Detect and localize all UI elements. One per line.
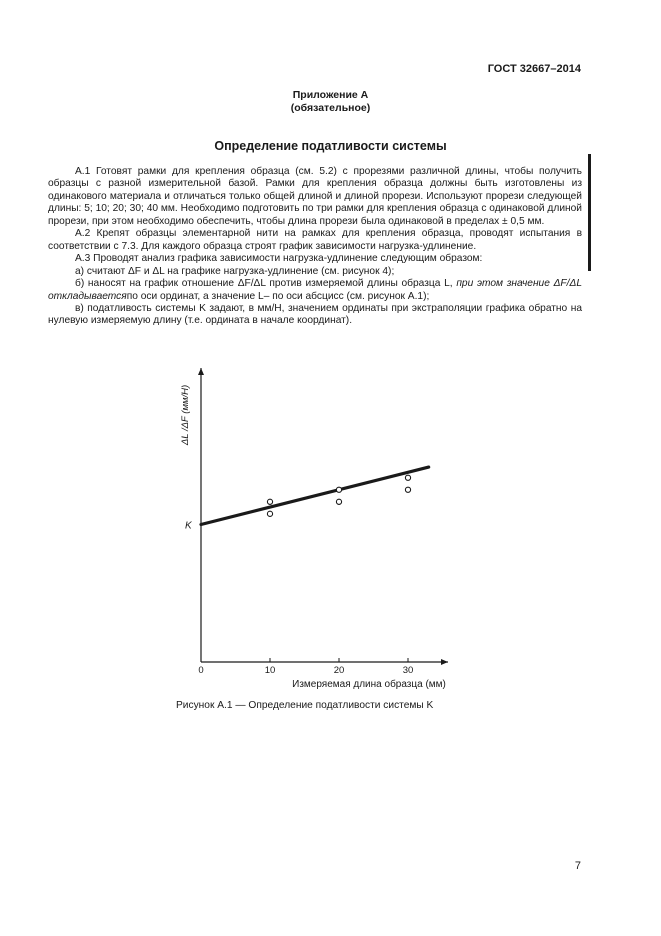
figure-caption: Рисунок А.1 — Определение податливости системы K xyxy=(176,700,434,711)
x-tick-label: 20 xyxy=(333,665,345,676)
x-tick-label: 10 xyxy=(264,665,276,676)
y-axis-label: ΔL /ΔF (мм/Н) xyxy=(180,384,191,446)
x-tick-label: 30 xyxy=(402,665,414,676)
paragraph-a2: А.2 Крепят образцы элементарной нити на рамках для крепления образца, проводят испытания в соответствии с 7.3. Для каждого образца строят график зависимости нагрузка-удлинение. xyxy=(48,228,582,252)
data-point xyxy=(405,487,410,492)
x-axis-label: Измеряемая длина образца (мм) xyxy=(292,679,446,690)
paragraph-a3b-part1: б) наносят на график отношение ΔF/ΔL против измеряемой длины образца L, xyxy=(75,278,457,290)
annex-title: Приложение А xyxy=(292,89,369,101)
data-point xyxy=(336,487,341,492)
x-tick-label: 0 xyxy=(198,665,204,676)
standard-number: ГОСТ 32667–2014 xyxy=(487,63,581,75)
annex-status: (обязательное) xyxy=(290,102,371,114)
paragraph-a1: А.1 Готовят рамки для крепления образца (см. 5.2) с прорезями различной длины, чтобы получить образцы с разной измерительной базой. Рамки для крепления образца должны быть изготовлены из одинакового материала и отличаться только общей длиной и длиной прорези. Используют прорези следующей длины: 5; 10; 20; 30; 40 мм. Необходимо подготовить по три рамки для крепления образца с одинаковой длиной прорези, при этом необходимо обеспечить, чтобы длина прорези была одинаковой в пределах ± 0,5 мм. xyxy=(48,166,582,227)
paragraph-a3a: а) считают ΔF и ΔL на графике нагрузка-удлинение (см. рисунок 4); xyxy=(75,265,395,277)
section-title: Определение податливости системы xyxy=(214,139,447,153)
y-axis-arrow xyxy=(198,368,204,375)
data-point xyxy=(336,499,341,504)
paragraph-a3: А.3 Проводят анализ графика зависимости нагрузка-удлинение следующим образом: xyxy=(75,253,483,265)
data-point xyxy=(267,499,272,504)
data-point xyxy=(267,511,272,516)
x-axis-arrow xyxy=(441,659,448,665)
paragraph-a3b-italic: при этом значение ΔF/ΔL откладывается xyxy=(48,278,582,302)
data-point xyxy=(405,475,410,480)
page-number: 7 xyxy=(574,860,581,872)
paragraph-a3c: в) податливость системы K задают, в мм/Н, значением ординаты при экстраполяции графика обратно на нулевую измеряемую длину (т.е. ордината в начале координат). xyxy=(48,302,582,327)
fit-line xyxy=(201,467,429,524)
intercept-label: K xyxy=(185,520,192,532)
paragraph-a3b-part2: по оси ординат, а значение L– по оси абсцисс (см. рисунок А.1); xyxy=(126,290,430,302)
